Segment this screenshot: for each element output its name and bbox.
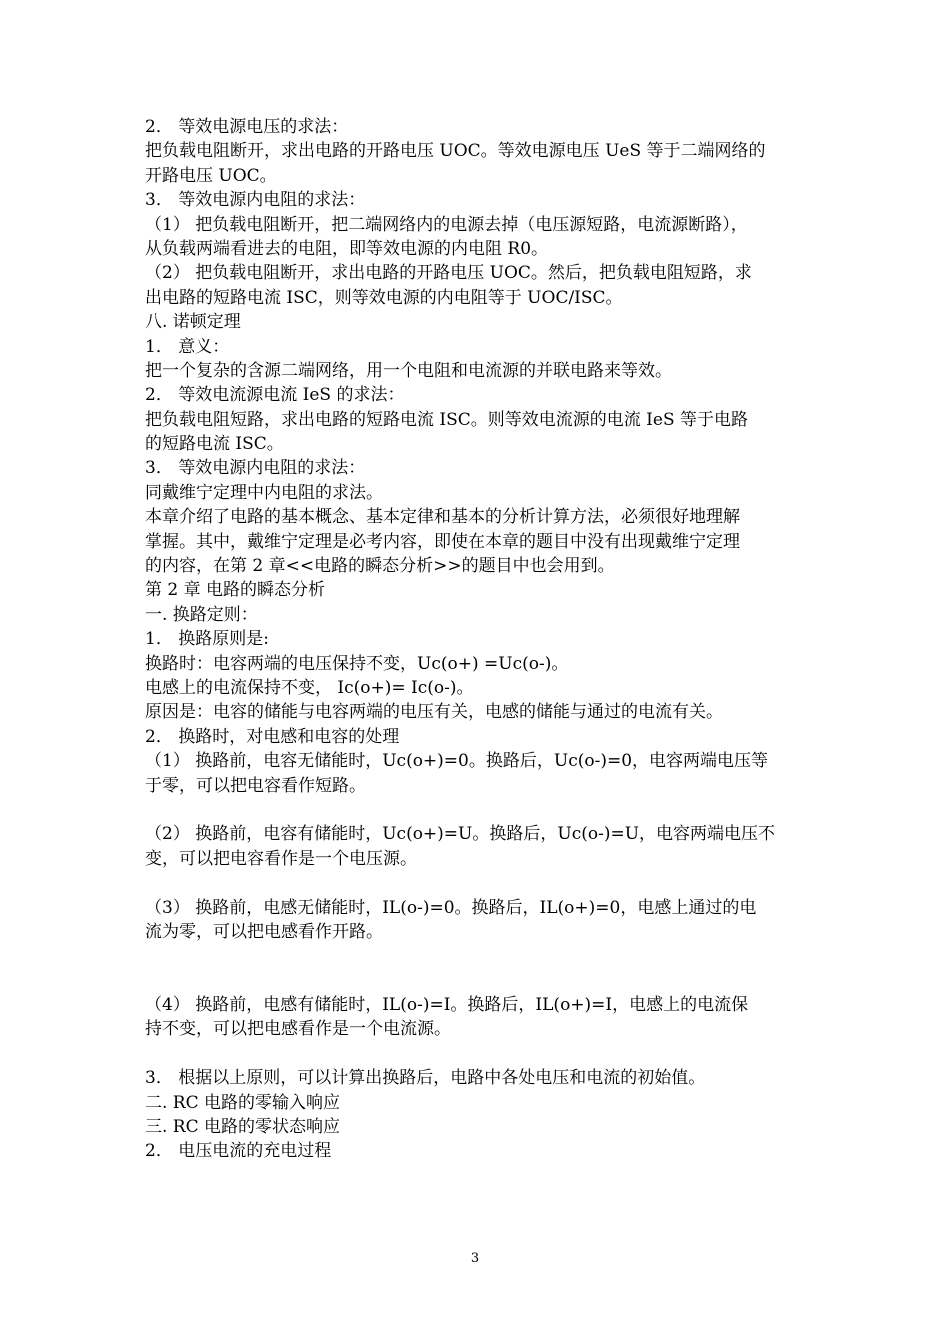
- text-line: （3） 换路前，电感无储能时，IL(o-)=0。换路后，IL(o+)=0，电感上通过的电: [145, 897, 757, 918]
- text-line: 的短路电流 ISC。: [145, 434, 284, 455]
- text-line: 2． 等效电源电压的求法：: [145, 117, 349, 137]
- text-line: 于零，可以把电容看作短路。: [145, 775, 366, 796]
- text-line: 掌握。其中，戴维宁定理是必考内容，即使在本章的题目中没有出现戴维宁定理: [145, 531, 740, 552]
- text-line: 2． 换路时，对电感和电容的处理: [145, 726, 400, 747]
- text-line: （1） 换路前，电容无储能时，Uc(o+)=0。换路后，Uc(o-)=0，电容两端电压等: [145, 751, 769, 772]
- text-line: 1． 换路原则是:: [145, 629, 269, 650]
- page-number: 3: [470, 1251, 480, 1266]
- section-heading: 八. 诺顿定理: [145, 312, 241, 333]
- page-body: [145, 115, 810, 1164]
- text-line: 2． 等效电流源电流 IeS 的求法：: [145, 385, 405, 406]
- text-line: 3． 根据以上原则，可以计算出换路后，电路中各处电压和电流的初始值。: [145, 1068, 706, 1089]
- text-line: 3． 等效电源内电阻的求法：: [145, 458, 366, 479]
- text-line: 2． 电压电流的充电过程: [145, 1141, 332, 1162]
- section-heading: 一. 换路定则：: [145, 604, 258, 625]
- text-line: （4） 换路前，电感有储能时，IL(o-)=I。换路后，IL(o+)=I，电感上的电流保: [145, 995, 749, 1016]
- text-line: 同戴维宁定理中内电阻的求法。: [145, 482, 383, 503]
- text-line: 换路时：电容两端的电压保持不变，Uc(o+) =Uc(o-)。: [145, 653, 569, 674]
- text-line: （2） 换路前，电容有储能时，Uc(o+)=U。换路后，Uc(o-)=U，电容两端电压不: [145, 824, 776, 845]
- section-heading: 三. RC 电路的零状态响应: [145, 1117, 341, 1138]
- text-line: （2） 把负载电阻断开，求出电路的开路电压 UOC。然后，把负载电阻短路，求: [145, 263, 752, 284]
- text-line: 从负载两端看进去的电阻，即等效电源的内电阻 R0。: [145, 238, 549, 259]
- text-line: 出电路的短路电流 ISC，则等效电源的内电阻等于 UOC/ISC。: [145, 287, 623, 308]
- chapter-heading: 第 2 章 电路的瞬态分析: [145, 580, 326, 601]
- text-line: 把负载电阻断开，求出电路的开路电压 UOC。等效电源电压 UeS 等于二端网络的: [145, 141, 766, 162]
- section-heading: 二. RC 电路的零输入响应: [145, 1092, 341, 1113]
- blank-line: [145, 1042, 810, 1066]
- text-line: 把负载电阻短路，求出电路的短路电流 ISC。则等效电流源的电流 IeS 等于电路: [145, 409, 749, 430]
- blank-line: [145, 944, 810, 993]
- text-line: 变，可以把电容看作是一个电压源。: [145, 848, 417, 869]
- blank-line: [145, 871, 810, 895]
- text-line: 把一个复杂的含源二端网络，用一个电阻和电流源的并联电路来等效。: [145, 360, 672, 381]
- blank-line: [145, 798, 810, 822]
- text-line: 开路电压 UOC。: [145, 165, 277, 186]
- text-line: 持不变，可以把电感看作是一个电流源。: [145, 1019, 451, 1040]
- text-line: （1） 把负载电阻断开，把二端网络内的电源去掉（电压源短路，电流源断路），: [145, 214, 748, 235]
- text-line: 流为零，可以把电感看作开路。: [145, 921, 383, 942]
- text-line: 本章介绍了电路的基本概念、基本定律和基本的分析计算方法，必须很好地理解: [145, 507, 740, 528]
- text-line: 原因是：电容的储能与电容两端的电压有关，电感的储能与通过的电流有关。: [145, 702, 723, 723]
- text-line: 电感上的电流保持不变， Ic(o+)= Ic(o-)。: [145, 677, 474, 698]
- text-line: 1． 意义：: [145, 336, 230, 357]
- text-line: 的内容，在第 2 章<<电路的瞬态分析>>的题目中也会用到。: [145, 556, 615, 577]
- text-line: 3． 等效电源内电阻的求法：: [145, 190, 366, 211]
